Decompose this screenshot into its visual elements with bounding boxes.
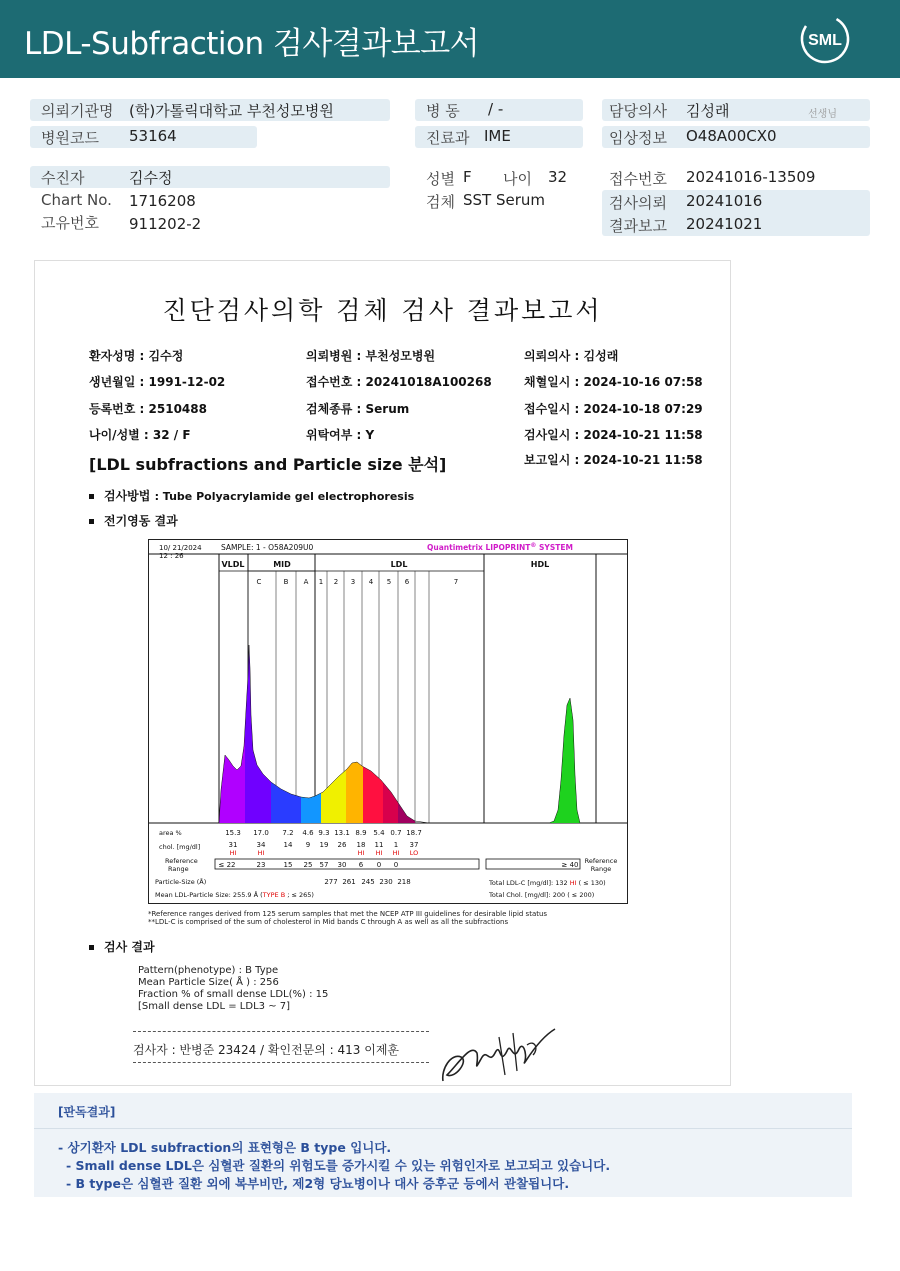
- page-title: LDL-Subfraction 검사결과보고서: [24, 26, 480, 62]
- chart-no-value: 1716208: [129, 192, 196, 210]
- mean-ldl-size: [155, 890, 314, 899]
- divider: [133, 1062, 429, 1063]
- group-label-mid: MID: [273, 560, 291, 569]
- report-birth: 생년월일 : 1991-12-02: [89, 375, 226, 389]
- specimen-value: SST Serum: [463, 191, 546, 209]
- report-value: 20241021: [686, 215, 763, 233]
- report-outsourced: 위탁여부 : Y: [306, 428, 375, 442]
- age-value: 32: [548, 168, 568, 186]
- report-req-doctor: 의뢰의사 : 김성래: [524, 349, 619, 363]
- signature-line: 검사자 : 반병준 23424 / 확인전문의 : 413 이제훈: [133, 1043, 400, 1057]
- clinical-label: 임상정보: [609, 129, 667, 147]
- lipoprint-svg: [149, 540, 627, 903]
- department-value: IME: [484, 127, 511, 145]
- ref-value-1: ≤ 22: [218, 861, 236, 869]
- result-definition: [Small dense LDL = LDL3 ~ 7]: [138, 1001, 291, 1012]
- area-value-8: 5.4: [373, 829, 385, 837]
- interpretation-line-1: - 상기환자 LDL subfraction의 표현형은 B type 입니다.: [58, 1140, 392, 1155]
- band-label-4: 4: [368, 578, 374, 586]
- specimen-label: 검체: [426, 193, 455, 211]
- electro-label: 전기영동 결과: [104, 514, 178, 528]
- total-ldl-flag: HI: [569, 879, 577, 887]
- lab-report-image: [34, 260, 731, 1086]
- result-mean-size: Mean Particle Size( Å ) : 256: [138, 977, 279, 988]
- method-line: [89, 487, 414, 504]
- patient-value: 김수정: [129, 169, 173, 187]
- chart-date: 10/ 21/2024: [159, 544, 202, 552]
- ref-value-8: 0: [376, 861, 382, 869]
- band-label-2: 2: [333, 578, 339, 586]
- result-label: 검사 결과: [104, 940, 155, 954]
- ref-value-5: 57: [319, 861, 329, 869]
- lipoprint-chart: [148, 539, 628, 904]
- ref-value-6: 30: [337, 861, 347, 869]
- receipt-no-label: 접수번호: [609, 170, 667, 188]
- doctor-value: 김성래: [686, 102, 730, 120]
- brand-prefix: Quantimetrix LIPOPRINT: [427, 543, 531, 552]
- fraction-area-3: [271, 782, 301, 823]
- institution-label: 의뢰기관명: [41, 102, 114, 120]
- age-label: 나이: [503, 170, 532, 188]
- row-label-ref-right-1: Reference: [584, 857, 618, 865]
- report-header: [0, 0, 900, 78]
- report-receive-time: 접수일시 : 2024-10-18 07:29: [524, 402, 703, 416]
- band-label-A: A: [303, 578, 309, 586]
- band-label-7: 7: [453, 578, 459, 586]
- chol-value-7: 18: [356, 841, 366, 849]
- result-line: [89, 938, 155, 955]
- area-value-4: 4.6: [302, 829, 314, 837]
- receipt-no-value: 20241016-13509: [686, 168, 816, 186]
- chol-value-10: 37: [409, 841, 419, 849]
- area-value-5: 9.3: [318, 829, 330, 837]
- chart-sample: SAMPLE: 1 - O58A209U0: [221, 543, 314, 552]
- group-label-hdl: HDL: [530, 560, 550, 569]
- chol-flag-7: HI: [357, 849, 365, 857]
- group-label-ldl: LDL: [390, 560, 408, 569]
- ref-value-10: ≥ 40: [561, 861, 579, 869]
- mean-suffix: ; ≤ 265): [285, 891, 314, 899]
- particle-size-1: 277: [324, 878, 338, 886]
- particle-size-2: 261: [342, 878, 356, 886]
- particle-size-4: 230: [379, 878, 393, 886]
- interpretation-panel: [34, 1093, 852, 1197]
- bullet-square: [89, 519, 94, 524]
- report-receipt-no: 접수번호 : 20241018A100268: [306, 375, 492, 389]
- band-label-3: 3: [350, 578, 356, 586]
- row-label-chol: chol. [mg/dl]: [159, 843, 201, 851]
- total-ldl-suffix: ( ≤ 130): [576, 879, 606, 887]
- bullet-square: [89, 494, 94, 499]
- particle-size-5: 218: [397, 878, 411, 886]
- chol-value-5: 19: [319, 841, 329, 849]
- interpretation-line-2: - Small dense LDL은 심혈관 질환의 위험도를 증가시킬 수 있는 위험인자로 보고되고 있습니다.: [66, 1158, 611, 1173]
- reference-note-2: **LDL-C is comprised of the sum of cholesterol in Mid bands C through A as well as all the subfractions: [148, 918, 509, 926]
- chol-flag-2: HI: [257, 849, 265, 857]
- report-patient-name: 환자성명 : 김수정: [89, 349, 184, 363]
- reference-box-left: [215, 859, 479, 869]
- ward-label: 병 동: [426, 102, 460, 120]
- handwritten-signature-icon: [439, 1023, 559, 1085]
- unique-no-label: 고유번호: [41, 214, 99, 232]
- hospital-code-label: 병원코드: [41, 129, 99, 147]
- request-label: 검사의뢰: [609, 194, 667, 212]
- interpretation-header: [34, 1093, 852, 1129]
- mean-type: TYPE B: [262, 891, 286, 899]
- divider: [133, 1031, 429, 1032]
- band-label-1: 1: [318, 578, 324, 586]
- patient-label: 수진자: [41, 169, 85, 187]
- report-collect-time: 채혈일시 : 2024-10-16 07:58: [524, 375, 703, 389]
- band-label-B: B: [283, 578, 289, 586]
- area-value-6: 13.1: [334, 829, 350, 837]
- band-label-6: 6: [404, 578, 410, 586]
- row-label-ref-2: Range: [168, 865, 189, 873]
- chol-value-2: 34: [256, 841, 266, 849]
- row-label-area: area %: [159, 829, 182, 837]
- chol-flag-8: HI: [375, 849, 383, 857]
- chol-flag-1: HI: [229, 849, 237, 857]
- ref-value-9: 0: [393, 861, 399, 869]
- report-report-time: 보고일시 : 2024-10-21 11:58: [524, 453, 703, 467]
- area-value-7: 8.9: [355, 829, 367, 837]
- sex-label: 성별: [426, 170, 455, 188]
- fraction-area-5: [321, 770, 346, 823]
- method-value: : Tube Polyacrylamide gel electrophoresis: [154, 490, 415, 503]
- area-value-1: 15.3: [225, 829, 241, 837]
- report-label: 결과보고: [609, 217, 667, 235]
- fraction-area-6: [346, 762, 363, 823]
- report-age-sex: 나이/성별 : 32 / F: [89, 428, 191, 442]
- chol-flag-9: HI: [392, 849, 400, 857]
- report-reg-no: 등록번호 : 2510488: [89, 402, 207, 416]
- band-label-C: C: [256, 578, 262, 586]
- fraction-area-7: [363, 767, 383, 823]
- area-value-10: 18.7: [406, 829, 422, 837]
- chol-value-9: 1: [393, 841, 399, 849]
- area-value-9: 0.7: [390, 829, 402, 837]
- report-req-hospital: 의뢰병원 : 부천성모병원: [306, 349, 436, 363]
- result-pattern: Pattern(phenotype) : B Type: [138, 965, 279, 976]
- fraction-area-8: [383, 782, 398, 823]
- brand-reg: ®: [530, 542, 537, 549]
- total-ldl-prefix: Total LDL-C [mg/dl]: 132: [489, 879, 570, 887]
- particle-size-3: 245: [361, 878, 375, 886]
- reference-note-1: *Reference ranges derived from 125 serum samples that met the NCEP ATP III guidelines for desirable lipid status: [148, 910, 548, 918]
- interpretation-line-3: - B type은 심혈관 질환 외에 복부비만, 제2형 당뇨병이나 대사 증후군 등에서 관찰됩니다.: [66, 1176, 570, 1191]
- result-fraction: Fraction % of small dense LDL(%) : 15: [138, 989, 329, 1000]
- ref-value-2: 23: [256, 861, 266, 869]
- doctor-label: 담당의사: [609, 102, 667, 120]
- clinical-value: O48A00CX0: [686, 127, 777, 145]
- chol-value-4: 9: [305, 841, 311, 849]
- hospital-code-value: 53164: [129, 127, 177, 145]
- section-title: [LDL subfractions and Particle size 분석]: [89, 455, 447, 474]
- fraction-area-9: [398, 803, 415, 824]
- institution-value: (학)가톨릭대학교 부천성모병원: [129, 102, 334, 120]
- logo-text: SML: [808, 32, 842, 49]
- chart-no-label: Chart No.: [41, 191, 112, 209]
- department-label: 진료과: [426, 129, 470, 147]
- interpretation-title: [판독결과]: [58, 1105, 116, 1119]
- unique-no-value: 911202-2: [129, 215, 202, 233]
- chart-brand: [427, 542, 573, 552]
- report-specimen: 검체종류 : Serum: [306, 402, 410, 416]
- group-label-vldl: VLDL: [221, 560, 245, 569]
- chol-value-1: 31: [228, 841, 238, 849]
- chol-value-6: 26: [337, 841, 347, 849]
- bullet-square: [89, 945, 94, 950]
- ref-value-7: 6: [358, 861, 364, 869]
- ref-value-3: 15: [283, 861, 293, 869]
- total-ldl-c: [488, 879, 606, 887]
- ref-value-4: 25: [303, 861, 313, 869]
- row-label-ref-right-2: Range: [590, 865, 612, 873]
- chol-value-8: 11: [374, 841, 384, 849]
- chol-value-3: 14: [283, 841, 293, 849]
- mean-prefix: Mean LDL-Particle Size: 255.9 Å (: [155, 891, 263, 899]
- area-value-2: 17.0: [253, 829, 269, 837]
- row-label-psize: Particle-Size (Å): [155, 878, 207, 886]
- report-title: 진단검사의학 검체 검사 결과보고서: [162, 296, 603, 325]
- chart-time: 12 : 26: [159, 552, 184, 560]
- fraction-area-2: [245, 645, 271, 823]
- fraction-area-10: [547, 698, 583, 823]
- ward-value: / -: [488, 100, 504, 118]
- doctor-suffix: 선생님: [808, 109, 837, 120]
- request-value: 20241016: [686, 192, 763, 210]
- chol-flag-10: LO: [409, 849, 419, 857]
- area-value-3: 7.2: [282, 829, 294, 837]
- total-chol: Total Chol. [mg/dl]: 200 ( ≤ 200): [489, 891, 595, 899]
- brand-suffix: SYSTEM: [536, 543, 573, 552]
- row-label-ref-1: Reference: [165, 857, 198, 865]
- electro-line: [89, 512, 178, 529]
- sex-value: F: [463, 168, 472, 186]
- sml-logo-icon: [798, 12, 852, 66]
- report-test-time: 검사일시 : 2024-10-21 11:58: [524, 428, 703, 442]
- method-label: 검사방법: [104, 489, 151, 503]
- band-label-5: 5: [386, 578, 392, 586]
